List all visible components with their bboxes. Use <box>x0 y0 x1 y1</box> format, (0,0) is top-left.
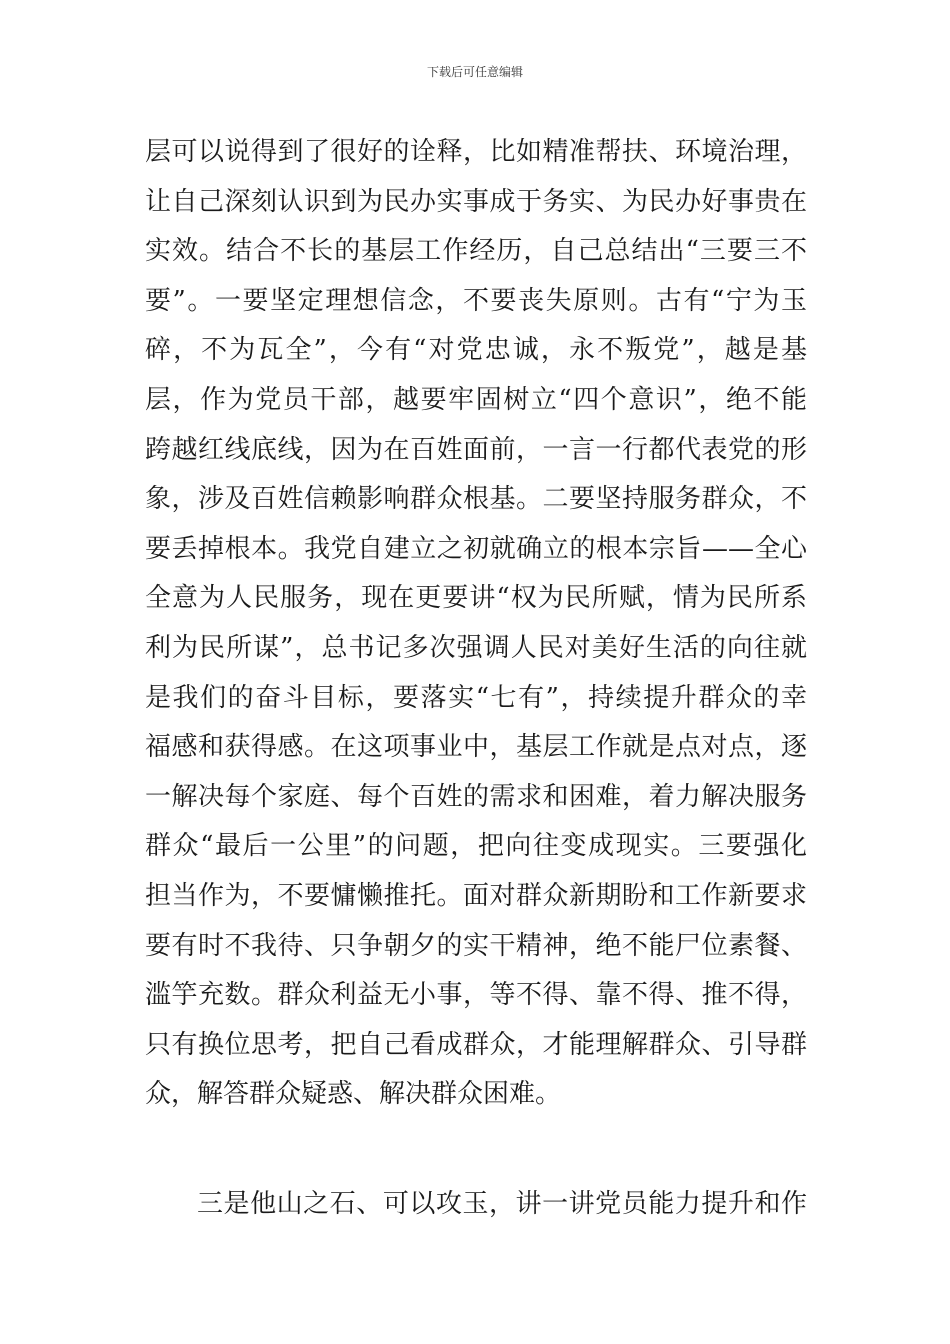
text-line: 跨越红线底线，因为在百姓面前，一言一行都代表党的形 <box>145 434 807 465</box>
text-line: 福感和获得感。在这项事业中，基层工作就是点对点，逐 <box>145 732 807 763</box>
text-line: 众，解答群众疑惑、解决群众困难。 <box>145 1079 562 1110</box>
text-line: 象，涉及百姓信赖影响群众根基。二要坚持服务群众，不 <box>145 484 807 515</box>
paragraph-2 <box>145 1180 807 1230</box>
text-line: 层可以说得到了很好的诠释，比如精准帮扶、环境治理， <box>145 137 807 167</box>
text-line: 层，作为党员干部，越要牢固树立“四个意识”，绝不能 <box>145 384 807 415</box>
text-line: 滥竽充数。群众利益无小事，等不得、靠不得、推不得， <box>145 980 807 1011</box>
text-line: 利为民所谋”，总书记多次强调人民对美好生活的向往就 <box>145 632 807 663</box>
text-line: 是我们的奋斗目标，要落实“七有”，持续提升群众的幸 <box>145 682 807 713</box>
text-line: 让自己深刻认识到为民办实事成于务实、为民办好事贵在 <box>145 186 807 217</box>
text-line: 要丢掉根本。我党自建立之初就确立的根本宗旨——全心 <box>145 533 807 564</box>
document-body <box>145 128 807 1229</box>
text-line: 要有时不我待、只争朝夕的实干精神，绝不能尸位素餐、 <box>145 930 807 961</box>
text-line: 全意为人民服务，现在更要讲“权为民所赋，情为民所系 <box>145 583 807 614</box>
text-line: 只有换位思考，把自己看成群众，才能理解群众、引导群 <box>145 1029 807 1060</box>
text-line: 担当作为，不要慵懒推托。面对群众新期盼和工作新要求 <box>145 880 807 911</box>
text-line: 三是他山之石、可以攻玉，讲一讲党员能力提升和作 <box>197 1188 807 1219</box>
text-line: 碎，不为瓦全”，今有“对党忠诚，永不叛党”，越是基 <box>145 335 807 366</box>
page-header: 下载后可任意编辑 <box>426 65 523 79</box>
text-line: 实效。结合不长的基层工作经历，自己总结出“三要三不 <box>145 236 807 267</box>
text-line: 群众“最后一公里”的问题，把向往变成现实。三要强化 <box>145 831 807 862</box>
paragraph-1 <box>145 128 807 1120</box>
text-line: 一解决每个家庭、每个百姓的需求和困难，着力解决服务 <box>145 781 807 812</box>
text-line: 要”。一要坚定理想信念，不要丧失原则。古有“宁为玉 <box>145 285 807 316</box>
paragraph-spacer <box>145 1120 807 1180</box>
